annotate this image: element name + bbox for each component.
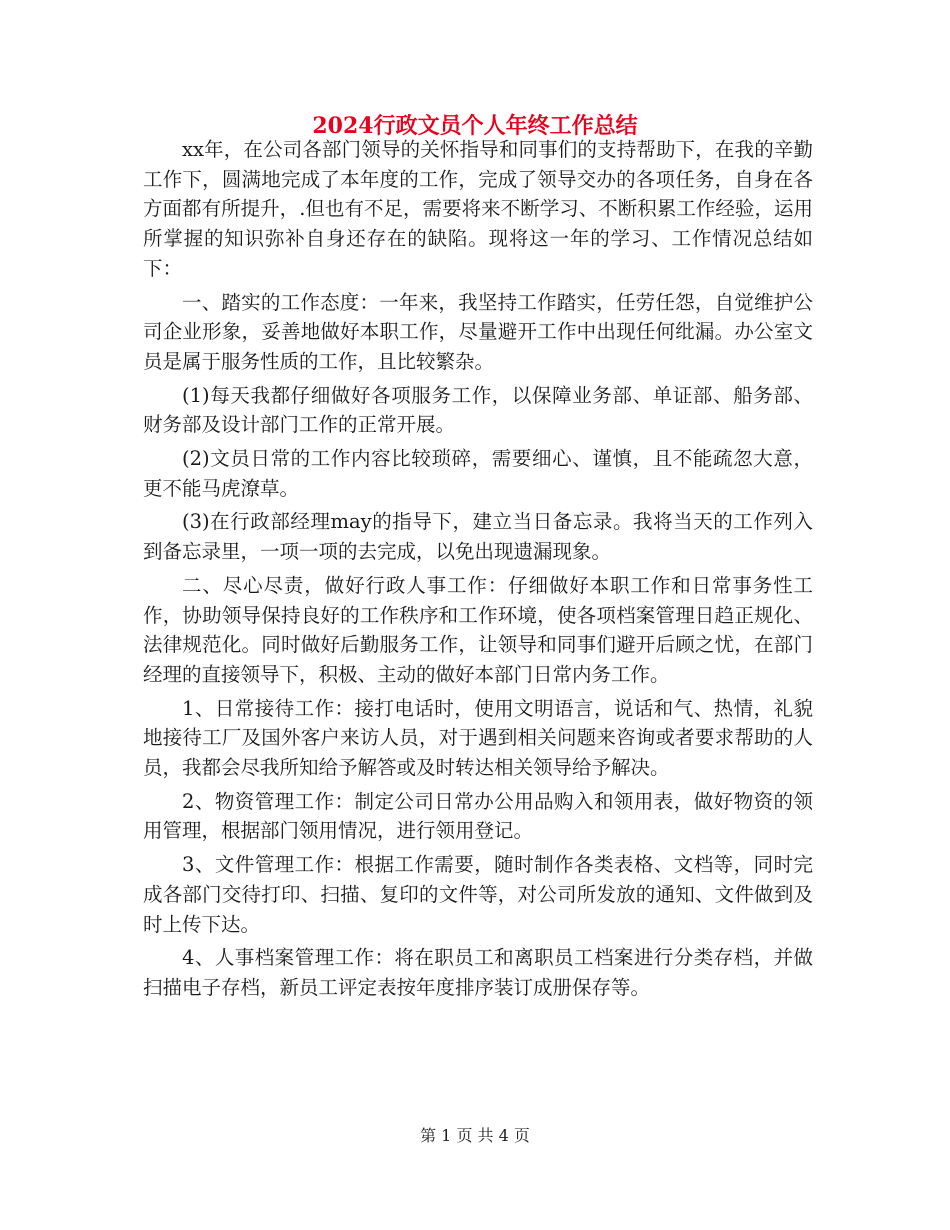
paragraph-intro: xx年，在公司各部门领导的关怀指导和同事们的支持帮助下，在我的辛勤工作下，圆满地完成了本年度的工作，完成了领导交办的各项任务，自身在各方面都有所提升，.但也有不足，需要将来不断学习、不断积累工作经验，运用所掌握的知识弥补自身还存在的缺陷。现将这一年的学习、工作情况总结如下： [143, 138, 813, 280]
paragraph-files: 3、文件管理工作：根据工作需要，随时制作各类表格、文档等，同时完成各部门交待打印、扫描、复印的文件等，对公司所发放的通知、文件做到及时上传下达。 [143, 853, 813, 936]
paragraph-item-2: (2)文员日常的工作内容比较琐碎，需要细心、谨慎，且不能疏忽大意，更不能马虎潦草。 [143, 447, 813, 500]
paragraph-item-1: (1)每天我都仔细做好各项服务工作，以保障业务部、单证部、船务部、财务部及设计部门工作的正常开展。 [143, 383, 813, 437]
paragraph-section-2: 二、尽心尽责，做好行政人事工作：仔细做好本职工作和日常事务性工作，协助领导保持良好的工作秩序和工作环境，使各项档案管理日趋正规化、法律规范化。同时做好后勤服务工作，让领导和同事们避开后顾之忧，在部门经理的直接领导下，积极、主动的做好本部门日常内务工作。 [143, 573, 813, 686]
page-number: 第 1 页 共 4 页 [420, 1126, 530, 1145]
paragraph-personnel: 4、人事档案管理工作：将在职员工和离职员工档案进行分类存档，并做扫描电子存档，新员工评定表按年度排序装订成册保存等。 [143, 946, 813, 999]
paragraph-item-3: (3)在行政部经理may的指导下，建立当日备忘录。我将当天的工作列入到备忘录里，一项一项的去完成，以免出现遗漏现象。 [143, 510, 813, 564]
document-title: 2024行政文员个人年终工作总结 [312, 113, 638, 139]
paragraph-reception: 1、日常接待工作：接打电话时，使用文明语言，说话和气、热情，礼貌地接待工厂及国外客户来访人员，对于遇到相关问题来咨询或者要求帮助的人员，我都会尽我所知给予解答或及时转达相关领导给予解决。 [143, 696, 813, 780]
document-body [143, 135, 813, 1003]
paragraph-section-1: 一、踏实的工作态度：一年来，我坚持工作踏实，任劳任怨，自觉维护公司企业形象，妥善地做好本职工作，尽量避开工作中出现任何纰漏。办公室文员是属于服务性质的工作，且比较繁杂。 [143, 290, 813, 373]
paragraph-supplies: 2、物资管理工作：制定公司日常办公用品购入和领用表，做好物资的领用管理，根据部门领用情况，进行领用登记。 [143, 789, 813, 843]
